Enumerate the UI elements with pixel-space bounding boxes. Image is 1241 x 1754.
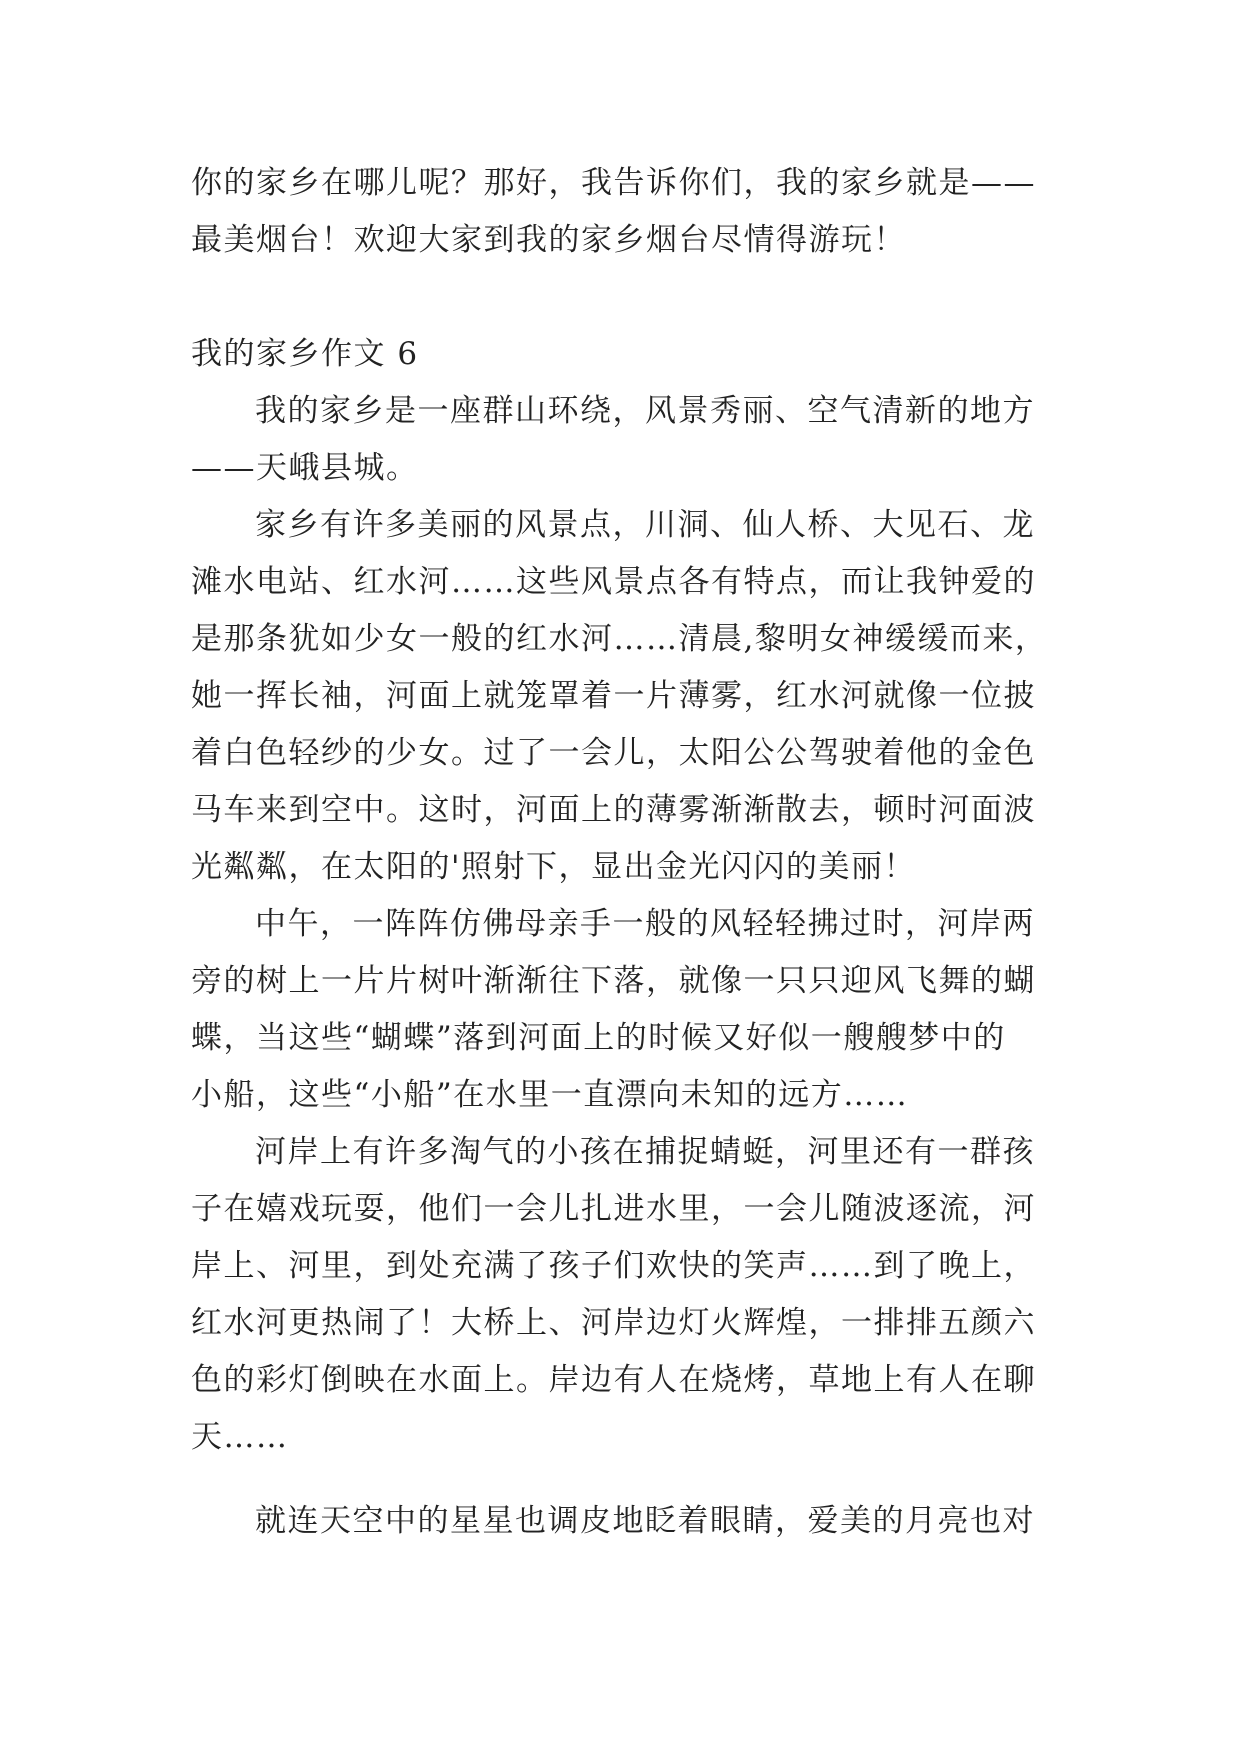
text-line: 河岸上有许多淘气的小孩在捕捉蜻蜓，河里还有一群孩: [255, 1134, 1035, 1170]
text-line: 天……: [191, 1419, 289, 1455]
text-line: 她一挥长袖，河面上就笼罩着一片薄雾，红水河就像一位披: [191, 678, 1036, 714]
paragraph-1: [191, 383, 1051, 497]
text-line: 岸上、河里，到处充满了孩子们欢快的笑声……到了晚上，: [191, 1248, 1036, 1284]
paragraph-2: [191, 497, 1051, 896]
text-line: 最美烟台！欢迎大家到我的家乡烟台尽情得游玩！: [191, 222, 906, 258]
paragraph-5: [191, 1493, 1051, 1550]
intro-paragraph: [191, 155, 1051, 269]
text-line: 我的家乡是一座群山环绕，风景秀丽、空气清新的地方: [255, 393, 1035, 429]
text-line: 你的家乡在哪儿呢？那好，我告诉你们，我的家乡就是——: [191, 165, 1036, 201]
text-line: 着白色轻纱的少女。过了一会儿，太阳公公驾驶着他的金色: [191, 735, 1036, 771]
text-line: 小船，这些“小船”在水里一直漂向未知的远方……: [191, 1077, 909, 1113]
text-line: 蝶，当这些“蝴蝶”落到河面上的时候又好似一艘艘梦中的: [191, 1020, 1006, 1056]
text-line: 红水河更热闹了！大桥上、河岸边灯火辉煌，一排排五颜六: [191, 1305, 1036, 1341]
text-line: 光粼粼，在太阳的'照射下，显出金光闪闪的美丽！: [191, 849, 917, 885]
paragraph-3: [191, 896, 1051, 1124]
text-line: 是那条犹如少女一般的红水河……清晨,黎明女神缓缓而来，: [191, 621, 1048, 657]
paragraph-4: [191, 1124, 1051, 1466]
text-line: 滩水电站、红水河……这些风景点各有特点，而让我钟爱的: [191, 564, 1036, 600]
document-body: [191, 155, 1051, 1550]
text-line: 马车来到空中。这时，河面上的薄雾渐渐散去，顿时河面波: [191, 792, 1036, 828]
text-line: 色的彩灯倒映在水面上。岸边有人在烧烤，草地上有人在聊: [191, 1362, 1036, 1398]
section-title: 我的家乡作文 6: [191, 336, 419, 372]
text-line: 子在嬉戏玩耍，他们一会儿扎进水里，一会儿随波逐流，河: [191, 1191, 1036, 1227]
text-line: 家乡有许多美丽的风景点，川洞、仙人桥、大见石、龙: [255, 507, 1035, 543]
text-line: 就连天空中的星星也调皮地眨着眼睛，爱美的月亮也对: [255, 1503, 1035, 1539]
text-line: ——天峨县城。: [191, 450, 419, 486]
text-line: 中午，一阵阵仿佛母亲手一般的风轻轻拂过时，河岸两: [255, 906, 1035, 942]
text-line: 旁的树上一片片树叶渐渐往下落，就像一只只迎风飞舞的蝴: [191, 963, 1036, 999]
